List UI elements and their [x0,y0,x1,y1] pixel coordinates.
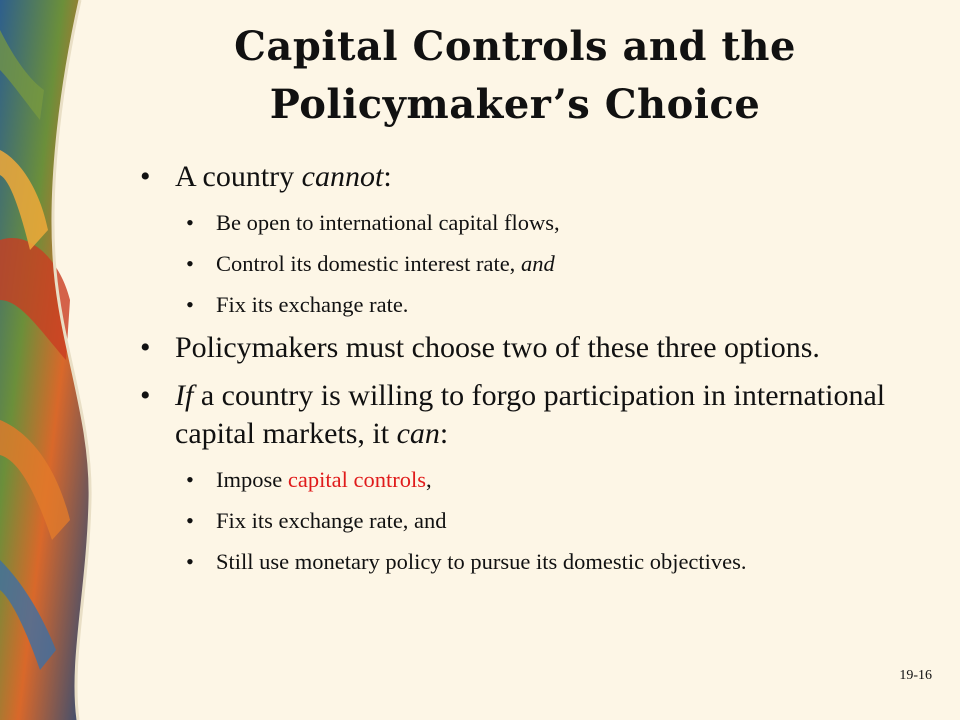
bullet-country-cannot: • A country cannot: [140,158,900,196]
subbullet-monetary-policy: • Still use monetary policy to pursue its domestic objectives. [140,545,900,578]
slide-number: 19-16 [899,668,932,683]
subbullet-fix-exchange-rate: • Fix its exchange rate. [140,288,900,321]
subbullet-fix-exchange-rate-2: • Fix its exchange rate, and [140,504,900,537]
bullet-dot: • [186,467,194,492]
bullet-dot: • [186,292,194,317]
bullet-dot: • [140,379,151,412]
bullet-dot: • [186,210,194,235]
bullet-dot: • [186,549,194,574]
bullet-dot: • [186,251,194,276]
bullet-forgo-participation: • If a country is willing to forgo participation in international capital markets, it can: [140,379,886,450]
subbullet-impose-capital-controls: • Impose capital controls, [140,463,900,496]
decorative-art-panel [0,0,130,720]
bullet-dot: • [140,331,151,364]
title-line-1: Capital Controls and the [234,23,796,70]
slide-body [140,158,900,586]
bullet-dot: • [140,160,151,193]
bullet-choose-two: • Policymakers must choose two of these three options. [140,329,900,367]
title-line-2: Policymaker’s Choice [269,81,761,128]
bullet-dot: • [186,508,194,533]
subbullet-open-capital-flows: • Be open to international capital flows, [140,206,900,239]
subbullet-control-interest-rate: • Control its domestic interest rate, and [140,247,900,280]
slide-title [170,18,860,134]
capital-controls-highlight: capital controls [287,467,426,492]
